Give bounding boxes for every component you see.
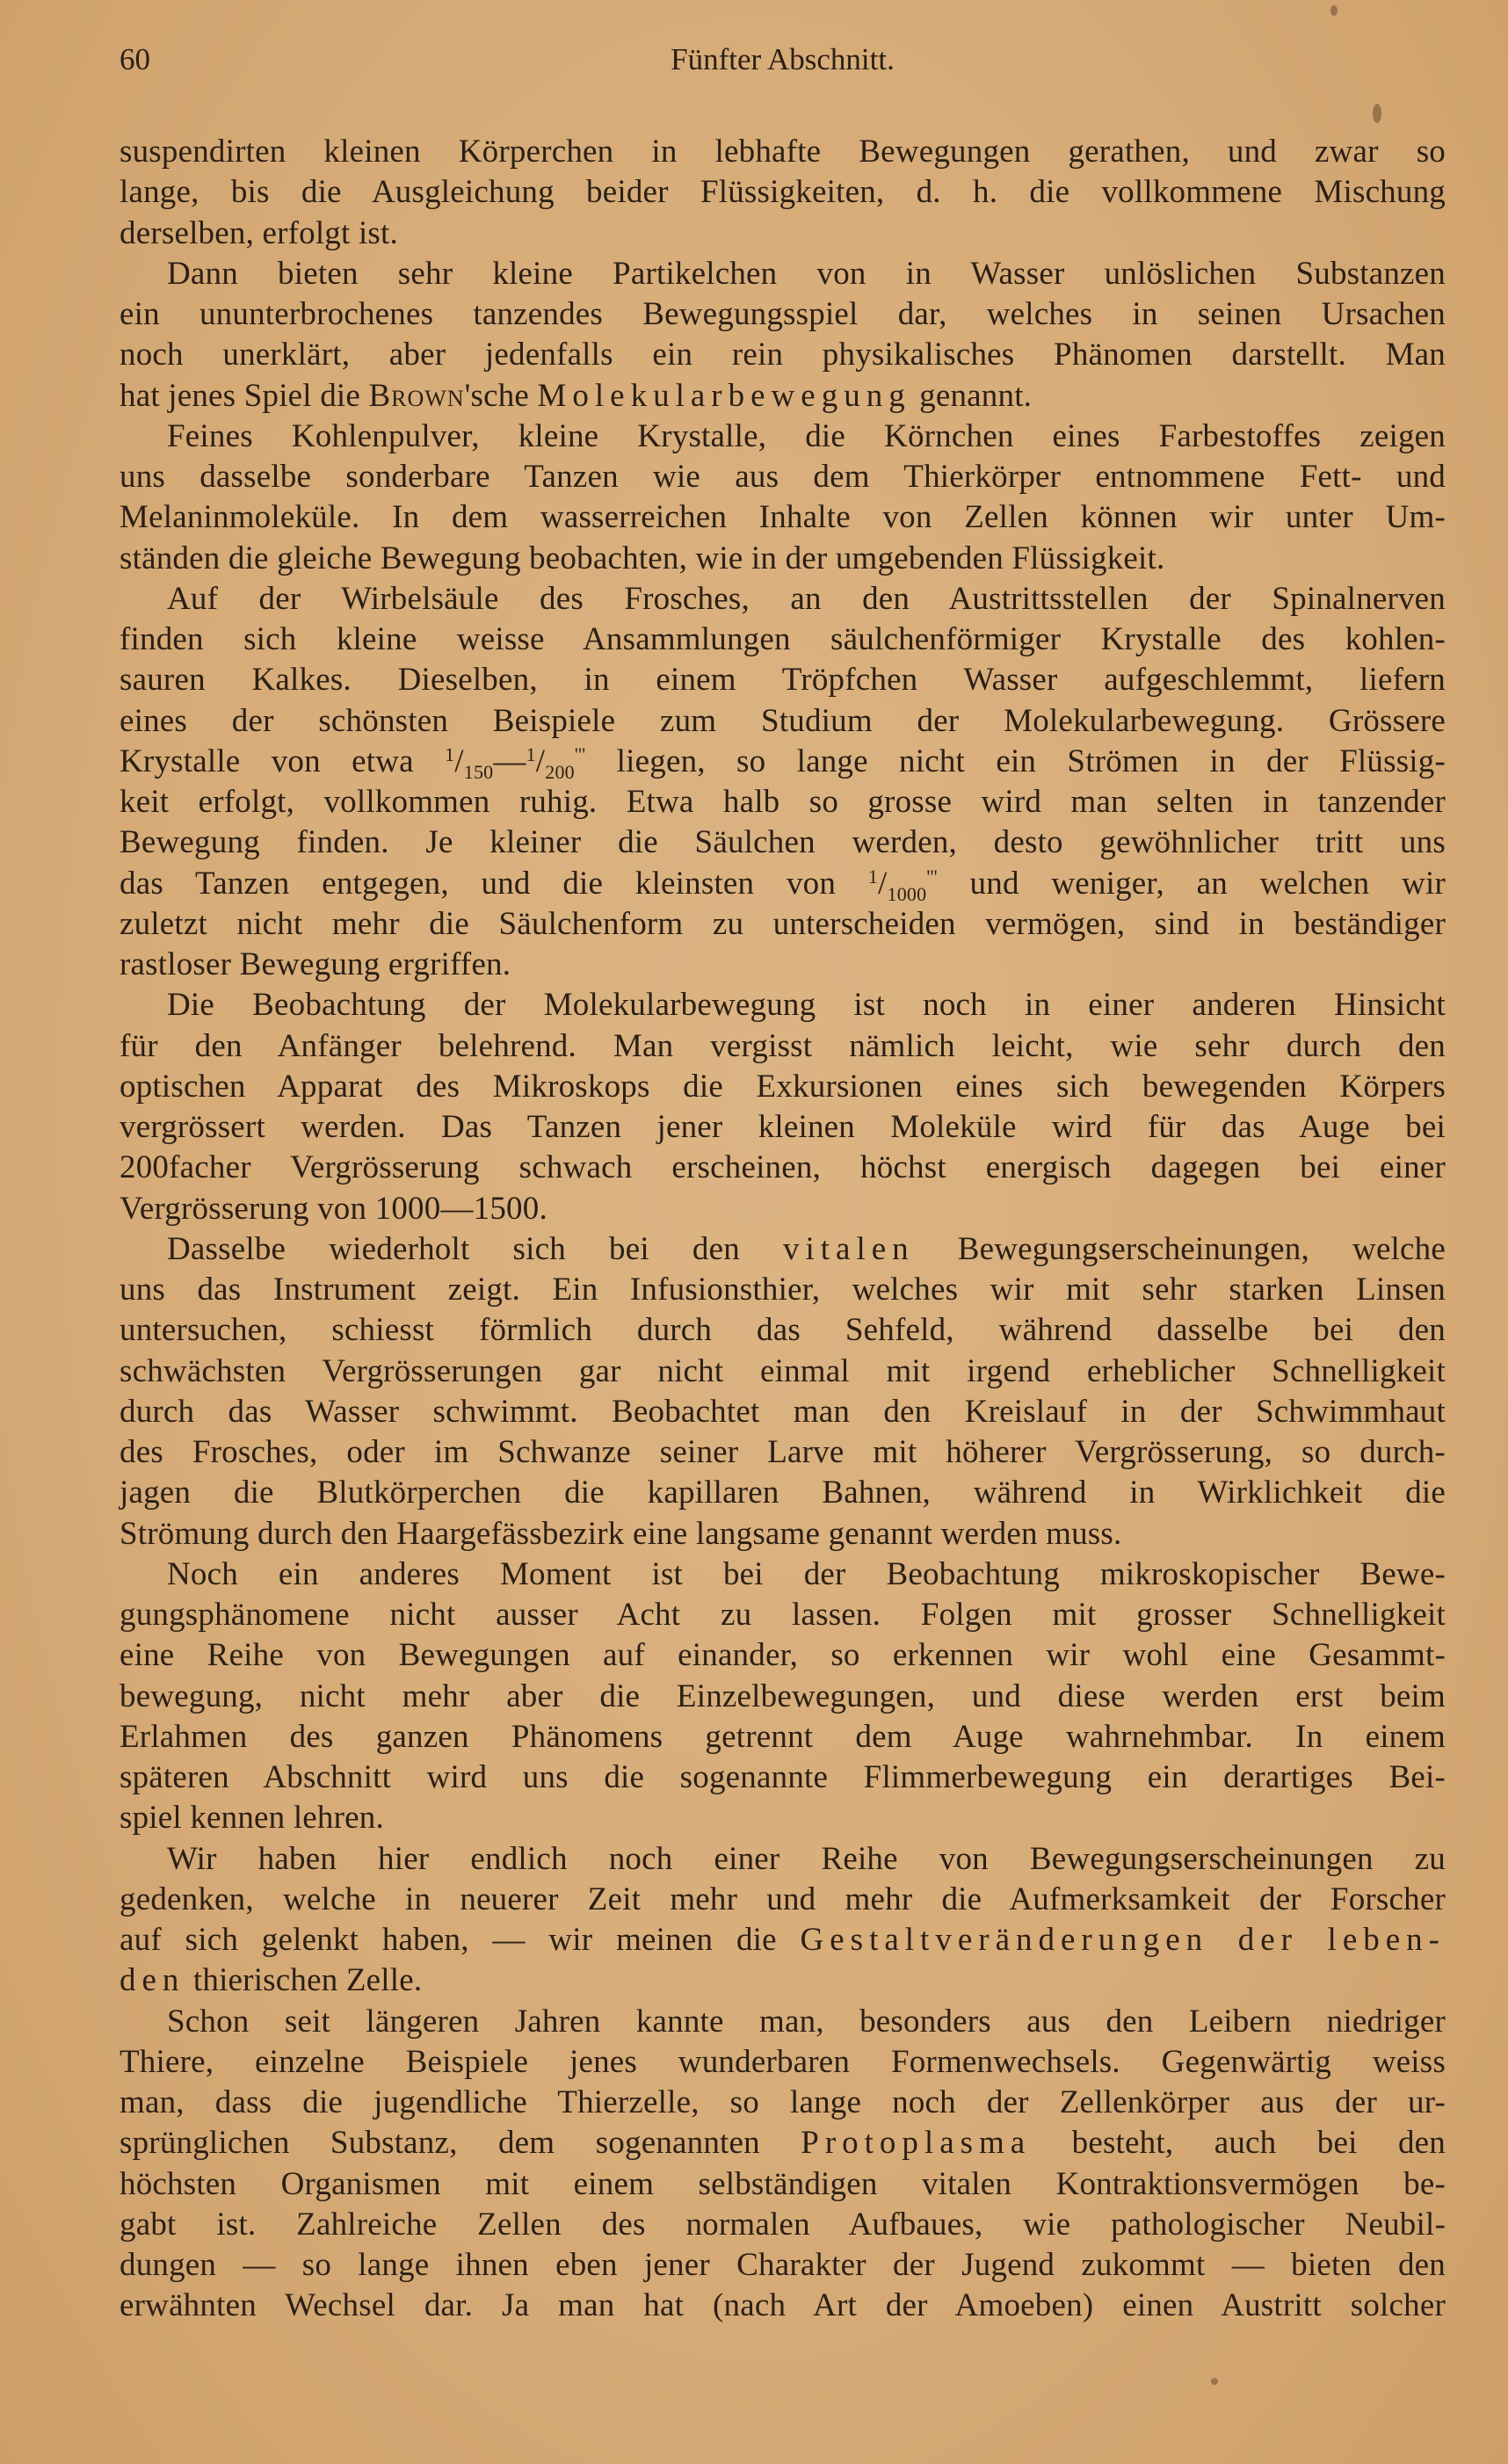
text-segment: sauren Kalkes. Dieselben, in einem Tröpfchen Wasser aufgeschlemmt, liefern <box>120 662 1446 699</box>
fraction-part: ''' <box>574 743 586 765</box>
fraction-part: 1 <box>526 743 536 765</box>
text-segment: liegen, so lange nicht ein Strömen in der Flüssig- <box>585 743 1446 779</box>
text-segment: untersuchen, schiesst förmlich durch das Sehfeld, während dasselbe bei den <box>120 1312 1446 1349</box>
text-segment: finden sich kleine weisse Ansammlungen säulchenförmiger Krystalle des kohlen- <box>120 621 1446 657</box>
running-title: Fünfter Abschnitt. <box>671 42 895 76</box>
text-segment: eines der schönsten Beispiele zum Studium der Molekularbewegung. Grössere <box>120 702 1446 739</box>
emphasized-text: Molekularbewegung <box>537 377 911 414</box>
text-line <box>120 2245 1446 2286</box>
text-line <box>120 1514 1446 1554</box>
text-segment: höchsten Organismen mit einem selbständigen vitalen Kontraktionsvermögen be- <box>120 2165 1446 2202</box>
text-segment: Thiere, einzelne Beispiele jenes wunderbaren Formenwechsels. Gegenwärtig weiss <box>120 2043 1446 2080</box>
text-segment: zuletzt nicht mehr die Säulchenform zu unterscheiden vermögen, sind in beständiger <box>120 905 1446 942</box>
text-segment: Vergrösserung von 1000—1500. <box>120 1190 547 1227</box>
text-line <box>120 1839 1446 1880</box>
fraction-part: ''' <box>926 865 938 888</box>
text-segment: Erlahmen des ganzen Phänomens getrennt dem Auge wahrnehmbar. In einem <box>120 1718 1446 1755</box>
text-segment: Auf der Wirbelsäule des Frosches, an den Austrittsstellen der Spinalnerven <box>167 580 1446 617</box>
text-line <box>120 864 1446 904</box>
text-line <box>120 1473 1446 1513</box>
text-line <box>120 2123 1446 2163</box>
text-segment: uns dasselbe sonderbare Tanzen wie aus dem Thierkörper entnommene Fett- und <box>120 459 1446 495</box>
text-segment: späteren Abschnitt wird uns die sogenannte Flimmerbewegung ein derartiges Bei- <box>120 1759 1446 1795</box>
text-segment: Feines Kohlenpulver, kleine Krystalle, die Körnchen eines Farbestoffes zeigen <box>167 417 1446 454</box>
text-line <box>120 539 1446 579</box>
text-line <box>120 2164 1446 2205</box>
text-line <box>120 579 1446 620</box>
text-line <box>120 1677 1446 1717</box>
text-segment: Wir haben hier endlich noch einer Reihe von Bewegungserscheinungen zu <box>167 1840 1446 1877</box>
text-line <box>120 1432 1446 1473</box>
text-segment: uns das Instrument zeigt. Ein Infusionsthier, welches wir mit sehr starken Linsen <box>120 1272 1446 1308</box>
text-segment: Strömung durch den Haargefässbezirk eine langsame genannt werden muss. <box>120 1515 1122 1552</box>
emphasized-text: Protoplasma <box>801 2125 1032 2162</box>
text-line <box>120 1107 1446 1148</box>
text-line <box>120 1189 1446 1229</box>
text-line <box>120 417 1446 457</box>
text-line <box>120 1392 1446 1432</box>
text-segment: Krystalle von etwa <box>120 743 446 779</box>
emphasized-text: den <box>120 1962 185 1999</box>
text-segment: gedenken, welche in neuerer Zeit mehr und mehr die Aufmerksamkeit der Forscher <box>120 1881 1446 1917</box>
text-segment: ständen die gleiche Bewegung beobachten, wie in der umgebenden Flüssigkeit. <box>120 540 1165 576</box>
text-segment: / <box>535 743 546 779</box>
text-line <box>120 620 1446 660</box>
text-line <box>120 1960 1446 2001</box>
text-line <box>120 945 1446 985</box>
text-segment: keit erfolgt, vollkommen ruhig. Etwa halb so grosse wird man selten in tanzender <box>120 784 1446 820</box>
text-segment: auf sich gelenkt haben, — wir meinen die <box>120 1922 801 1958</box>
text-line <box>120 497 1446 538</box>
text-line <box>120 1148 1446 1188</box>
text-segment: Melaninmoleküle. In dem wasserreichen Inhalte von Zellen können wir unter Um- <box>120 499 1446 536</box>
text-line <box>120 254 1446 294</box>
text-line <box>120 457 1446 497</box>
text-segment: Die Beobachtung der Molekularbewegung ist noch in einer anderen Hinsicht <box>167 987 1446 1024</box>
text-segment: / <box>878 865 888 902</box>
text-line <box>120 2002 1446 2042</box>
text-segment: erwähnten Wechsel dar. Ja man hat (nach Art der Amoeben) einen Austritt solcher <box>120 2287 1446 2324</box>
emphasized-text: Gestaltveränderungen der leben- <box>800 1922 1446 1958</box>
text-segment: optischen Apparat des Mikroskops die Exkursionen eines sich bewegenden Körpers <box>120 1068 1446 1105</box>
text-line <box>120 1352 1446 1392</box>
text-segment: bewegung, nicht mehr aber die Einzelbewegungen, und diese werden erst beim <box>120 1678 1446 1714</box>
text-line <box>120 1595 1446 1635</box>
text-line <box>120 1229 1446 1270</box>
text-segment: besteht, auch bei den <box>1031 2125 1446 2162</box>
text-segment: genannt. <box>910 377 1033 414</box>
text-segment: noch unerklärt, aber jedenfalls ein rein physikalisches Phänomen darstellt. Man <box>120 337 1446 373</box>
paper-speck <box>1211 2378 1218 2385</box>
text-line <box>120 2286 1446 2326</box>
text-segment: 'sche <box>464 377 538 414</box>
fraction-part: 1 <box>867 865 879 888</box>
emphasized-text: vitalen <box>783 1230 915 1267</box>
text-segment: eine Reihe von Bewegungen auf einander, so erkennen wir wohl eine Gesammt- <box>120 1637 1446 1674</box>
text-segment: dungen — so lange ihnen eben jener Charakter der Jugend zukommt — bieten den <box>120 2247 1446 2283</box>
text-line <box>120 1635 1446 1676</box>
fraction-part: 200 <box>545 760 575 783</box>
text-segment: Dasselbe wiederholt sich bei den <box>167 1230 783 1267</box>
text-segment: — <box>493 743 526 779</box>
text-line <box>120 172 1446 213</box>
text-segment: Bewegung finden. Je kleiner die Säulchen werden, desto gewöhnlicher tritt uns <box>120 824 1446 861</box>
small-caps-name: Brown <box>368 377 465 414</box>
text-segment: vergrössert werden. Das Tanzen jener kleinen Moleküle wird für das Auge bei <box>120 1109 1446 1145</box>
text-segment: thierischen Zelle. <box>185 1962 423 1999</box>
text-line <box>120 1026 1446 1067</box>
text-line <box>120 823 1446 863</box>
text-line <box>120 2205 1446 2245</box>
text-line <box>120 1554 1446 1595</box>
paper-speck <box>1373 104 1381 123</box>
text-segment: schwächsten Vergrösserungen gar nicht einmal mit irgend erheblicher Schnelligkeit <box>120 1352 1446 1389</box>
text-segment: für den Anfänger belehrend. Man vergisst nämlich leicht, wie sehr durch den <box>120 1027 1446 1064</box>
text-line <box>120 1310 1446 1351</box>
text-segment: 200facher Vergrösserung schwach erscheinen, höchst energisch dagegen bei einer <box>120 1149 1446 1186</box>
text-line <box>120 1757 1446 1798</box>
text-segment: ein ununterbrochenes tanzendes Bewegungsspiel dar, welches in seinen Ursachen <box>120 296 1446 332</box>
text-segment: das Tanzen entgegen, und die kleinsten von <box>120 865 868 902</box>
text-segment: man, dass die jugendliche Thierzelle, so lange noch der Zellenkörper aus der ur- <box>120 2084 1446 2120</box>
text-line <box>120 742 1446 782</box>
text-segment: suspendirten kleinen Körperchen in lebhafte Bewegungen gerathen, und zwar so <box>120 134 1446 170</box>
text-segment: des Frosches, oder im Schwanze seiner Larve mit höherer Vergrösserung, so durch- <box>120 1434 1446 1470</box>
text-line <box>120 335 1446 375</box>
text-segment: gungsphänomene nicht ausser Acht zu lassen. Folgen mit grosser Schnelligkeit <box>120 1597 1446 1633</box>
text-line <box>120 701 1446 742</box>
text-segment: gabt ist. Zahlreiche Zellen des normalen Aufbaues, wie pathologischer Neubil- <box>120 2206 1446 2243</box>
text-line <box>120 214 1446 254</box>
text-line <box>120 985 1446 1025</box>
text-segment: jagen die Blutkörperchen die kapillaren Bahnen, während in Wirklichkeit die <box>120 1475 1446 1511</box>
text-line <box>120 132 1446 172</box>
text-segment: Bewegungserscheinungen, welche <box>914 1230 1446 1267</box>
text-line <box>120 2042 1446 2083</box>
text-segment: Schon seit längeren Jahren kannte man, besonders aus den Leibern niedriger <box>167 2003 1446 2040</box>
text-line <box>120 376 1446 417</box>
body-text <box>120 132 1446 2327</box>
text-line <box>120 2083 1446 2123</box>
text-segment: durch das Wasser schwimmt. Beobachtet man den Kreislauf in der Schwimmhaut <box>120 1393 1446 1430</box>
fraction-part: 1000 <box>887 882 927 905</box>
text-line <box>120 1717 1446 1757</box>
text-segment: lange, bis die Ausgleichung beider Flüssigkeiten, d. h. die vollkommene Mischung <box>120 174 1446 211</box>
text-line <box>120 904 1446 945</box>
text-line <box>120 1067 1446 1107</box>
text-segment: Dann bieten sehr kleine Partikelchen von in Wasser unlöslichen Substanzen <box>167 255 1446 292</box>
text-segment: / <box>454 743 464 779</box>
text-segment: derselben, erfolgt ist. <box>120 214 398 251</box>
text-segment: sprünglichen Substanz, dem sogenannten <box>120 2125 801 2162</box>
text-line <box>120 1798 1446 1838</box>
text-segment: Noch ein anderes Moment ist bei der Beobachtung mikroskopischer Bewe- <box>167 1555 1446 1592</box>
text-segment: spiel kennen lehren. <box>120 1800 384 1837</box>
text-line <box>120 660 1446 700</box>
text-line <box>120 1880 1446 1920</box>
text-segment: rastloser Bewegung ergriffen. <box>120 946 511 982</box>
text-line <box>120 782 1446 823</box>
text-segment: hat jenes Spiel die <box>120 377 369 414</box>
paper-speck <box>1330 5 1338 16</box>
text-line <box>120 294 1446 335</box>
text-line <box>120 1920 1446 1960</box>
fraction-part: 1 <box>445 743 455 765</box>
text-segment: und weniger, an welchen wir <box>937 865 1446 902</box>
text-line <box>120 1270 1446 1310</box>
page-header <box>120 42 1446 86</box>
fraction-part: 150 <box>463 760 494 783</box>
page-number: 60 <box>120 42 150 76</box>
